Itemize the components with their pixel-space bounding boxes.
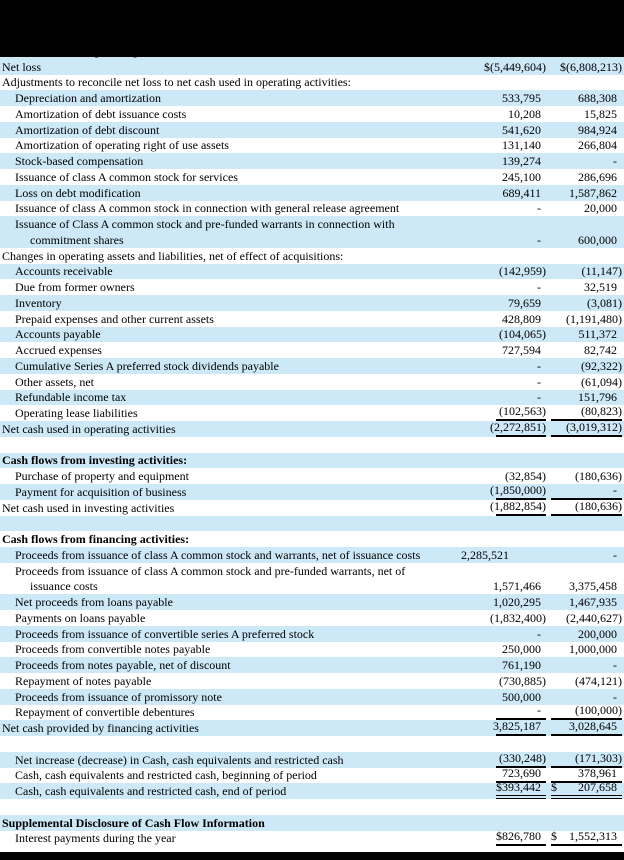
value-col1 <box>490 498 546 516</box>
amount-text: 200,000 <box>578 626 617 641</box>
value-col1 <box>484 59 546 75</box>
amount-text: (100,000) <box>575 703 622 718</box>
amount-text: 428,809 <box>502 311 541 326</box>
value-col1 <box>496 186 546 201</box>
amount-text: (1,850,000) <box>490 482 546 497</box>
amount-text: (1,882,854) <box>490 498 546 513</box>
value-col2 <box>551 595 622 610</box>
table-row <box>0 390 624 406</box>
value-col1 <box>496 91 546 106</box>
row-label: Loss on debt modification <box>15 185 141 200</box>
table-row <box>0 720 624 736</box>
amount-text: - <box>537 390 541 405</box>
amount-text: - <box>537 358 541 373</box>
value-col1 <box>496 154 546 169</box>
value-col1 <box>496 780 546 799</box>
table-row <box>0 216 624 232</box>
amount-text: (61,094) <box>581 374 622 389</box>
row-label: Due from former owners <box>15 280 135 294</box>
row-label: Net increase (decrease) in Cash, cash equivalents and restricted cash <box>15 752 344 767</box>
value-col1 <box>496 312 546 327</box>
dollar-sign: $ <box>496 780 502 794</box>
amount-text: 32,519 <box>584 280 617 294</box>
amount-text: 2,285,521 <box>461 547 509 562</box>
value-col2 <box>551 611 622 626</box>
table-row <box>0 705 624 721</box>
row-label: Interest payments during the year <box>15 831 176 846</box>
row-label: Accounts receivable <box>15 264 113 279</box>
row-label: Proceeds from notes payable, net of discount <box>15 658 231 672</box>
value-col1 <box>493 579 546 594</box>
amount-text: (11,147) <box>581 264 622 279</box>
row-label: Amortization of debt issuance costs <box>15 106 187 121</box>
row-label: Net cash provided by financing activities <box>2 721 199 735</box>
amount-text: 393,442 <box>502 780 541 794</box>
value-col2 <box>551 627 622 642</box>
amount-text: (3,019,312) <box>566 419 622 434</box>
table-row <box>0 579 624 595</box>
amount-text: 511,372 <box>578 327 617 342</box>
amount-text: 131,140 <box>502 138 541 153</box>
value-col2 <box>551 138 622 153</box>
row-label: Net cash used in investing activities <box>2 500 175 515</box>
row-label: Cash, cash equivalents and restricted cash, end of period <box>15 784 287 798</box>
value-col2 <box>551 829 622 846</box>
value-col2 <box>551 375 622 390</box>
table-row <box>0 563 624 579</box>
table-row <box>0 689 624 705</box>
spacer-row <box>0 437 624 453</box>
table-row <box>0 453 624 469</box>
row-label: Changes in operating assets and liabilities, net of effect of acquisitions: <box>2 248 344 263</box>
amount-text: (330,248) <box>499 750 546 765</box>
amount-text: (180,636) <box>575 498 622 513</box>
value-col2 <box>551 579 622 594</box>
amount-text: 286,696 <box>578 169 617 184</box>
row-label: Depreciation and amortization <box>15 91 161 105</box>
table-row <box>0 780 624 799</box>
value-col2 <box>551 404 622 421</box>
value-col1 <box>496 469 546 484</box>
table-row <box>0 831 624 847</box>
amount-text: (142,959) <box>499 264 546 279</box>
value-col1 <box>496 751 546 768</box>
table-row <box>0 279 624 295</box>
value-col2 <box>551 658 622 673</box>
amount-text: (80,823) <box>581 404 622 418</box>
amount-text: - <box>537 232 541 247</box>
section-header-label: Cash flows from financing activities: <box>2 532 190 546</box>
amount-text: 1,000,000 <box>569 642 617 657</box>
value-col2 <box>551 264 622 279</box>
amount-text: - <box>613 482 617 497</box>
amount-text: - <box>613 689 617 704</box>
row-label: Purchase of property and equipment <box>15 469 189 483</box>
row-label: Issuance of class A common stock in connection with general release agreement <box>15 201 400 216</box>
value-col2 <box>551 359 622 374</box>
value-col2 <box>551 201 622 216</box>
value-col1 <box>496 327 546 342</box>
value-col2 <box>551 469 622 484</box>
row-label: Proceeds from issuance of convertible series A preferred stock <box>15 626 315 641</box>
value-col2 <box>551 343 622 358</box>
amount-text: 250,000 <box>502 642 541 657</box>
table-row <box>0 642 624 658</box>
amount-text: (104,065) <box>499 327 546 342</box>
value-col1 <box>496 674 546 689</box>
amount-text: (92,322) <box>581 358 622 373</box>
amount-text: - <box>537 703 541 718</box>
amount-text: - <box>537 280 541 294</box>
table-row <box>0 610 624 626</box>
value-col2 <box>551 690 622 705</box>
table-row <box>0 531 624 547</box>
row-label: Issuance of class A common stock for services <box>15 169 238 184</box>
row-label: Payment for acquisition of business <box>15 484 187 499</box>
value-col2 <box>551 233 622 248</box>
amount-text: (3,081) <box>587 295 622 310</box>
table-row <box>0 626 624 642</box>
table-row <box>0 484 624 500</box>
row-label: Proceeds from issuance of class A common stock and warrants, net of issuance costs <box>15 547 421 562</box>
row-label: Repayment of notes payable <box>15 673 152 688</box>
table-row <box>0 185 624 201</box>
value-col1 <box>490 419 546 437</box>
table-row <box>0 264 624 280</box>
amount-text: - <box>537 626 541 641</box>
row-label: Payments on loans payable <box>15 610 146 625</box>
spacer-row <box>0 516 624 532</box>
amount-text: 761,190 <box>502 658 541 672</box>
table-row <box>0 594 624 610</box>
value-col2 <box>551 123 622 138</box>
dollar-sign: $ <box>496 829 502 844</box>
amount-text: 378,961 <box>578 766 617 781</box>
section-header-label: Cash flows from investing activities: <box>2 453 188 468</box>
value-col2 <box>551 312 622 327</box>
row-label: Operating lease liabilities <box>15 406 138 420</box>
row-label: Amortization of debt discount <box>15 122 160 137</box>
value-col2 <box>551 60 622 75</box>
amount-text: (1,832,400) <box>490 610 546 625</box>
amount-text: 151,796 <box>578 390 617 405</box>
table-row <box>0 752 624 768</box>
table-row <box>0 169 624 185</box>
amount-text: 723,690 <box>502 766 541 781</box>
dollar-sign: $ <box>551 829 557 844</box>
table-row <box>0 106 624 122</box>
value-col1 <box>496 404 546 421</box>
row-label: Refundable income tax <box>15 390 127 405</box>
value-col1 <box>496 642 546 657</box>
value-col1 <box>490 610 546 626</box>
value-col1 <box>496 170 546 185</box>
table-row <box>0 201 624 217</box>
row-label: Cash, cash equivalents and restricted cash, beginning of period <box>15 768 317 783</box>
value-col2 <box>551 107 622 122</box>
row-label: Proceeds from convertible notes payable <box>15 642 211 657</box>
amount-text: 500,000 <box>502 689 541 704</box>
value-col1 <box>496 123 546 138</box>
row-label: issuance costs <box>30 579 98 594</box>
amount-text: (2,440,627) <box>566 610 622 625</box>
value-col2 <box>551 170 622 185</box>
value-col1 <box>496 138 546 153</box>
table-row <box>0 342 624 358</box>
amount-text: 600,000 <box>578 232 617 247</box>
amount-text: (102,563) <box>499 404 546 418</box>
amount-text: 82,742 <box>584 343 617 357</box>
row-label: Accrued expenses <box>15 343 102 357</box>
row-label: Net loss <box>2 59 41 74</box>
row-label: commitment shares <box>30 232 124 247</box>
amount-text: 3,825,187 <box>493 719 541 733</box>
table-row <box>0 374 624 390</box>
amount-text: 10,208 <box>508 106 541 121</box>
value-col2 <box>551 154 622 169</box>
amount-text: 688,308 <box>578 91 617 105</box>
value-col2 <box>551 780 622 799</box>
value-col2 <box>551 703 622 720</box>
amount-text: - <box>613 154 617 168</box>
amount-text: 79,659 <box>508 295 541 310</box>
value-col2 <box>551 91 622 106</box>
amount-text: 207,658 <box>578 780 617 794</box>
table-row <box>0 468 624 484</box>
amount-text: 3,375,458 <box>569 579 617 594</box>
amount-text: $(5,449,604) <box>484 59 546 74</box>
row-label: Inventory <box>15 295 62 310</box>
table-row <box>0 673 624 689</box>
amount-text: - <box>613 658 617 672</box>
table-row <box>0 75 624 91</box>
amount-text: - <box>537 374 541 389</box>
row-label: Other assets, net <box>15 374 94 389</box>
amount-text: (180,636) <box>575 469 622 483</box>
value-col2 <box>551 186 622 201</box>
value-col2 <box>551 719 622 736</box>
value-col1 <box>496 201 546 216</box>
amount-text: 533,795 <box>502 91 541 105</box>
row-label: Repayment of convertible debentures <box>15 705 195 720</box>
amount-text: (32,854) <box>505 469 546 483</box>
value-col1 <box>496 280 546 295</box>
table-row <box>0 295 624 311</box>
amount-text: (1,191,480) <box>566 311 622 326</box>
amount-text: (171,303) <box>575 750 622 765</box>
spacer-row <box>0 736 624 752</box>
value-col1 <box>496 233 546 248</box>
table-row <box>0 421 624 437</box>
value-col2 <box>551 674 622 689</box>
amount-text: 1,020,295 <box>493 595 541 609</box>
value-col2 <box>551 390 622 405</box>
row-label: Proceeds from issuance of class A common stock and pre-funded warrants, net of <box>15 563 406 578</box>
value-col1 <box>493 719 546 736</box>
amount-text: 1,467,935 <box>569 595 617 609</box>
table-row <box>0 815 624 831</box>
value-col1 <box>496 296 546 311</box>
amount-text: 689,411 <box>502 185 541 200</box>
table-row <box>0 311 624 327</box>
redaction-bar-top <box>0 0 624 57</box>
amount-text: (2,272,851) <box>490 419 546 434</box>
amount-text: 3,028,645 <box>569 719 617 733</box>
row-label: Accounts payable <box>15 327 101 342</box>
amount-text: 541,620 <box>502 122 541 137</box>
table-row <box>0 327 624 343</box>
row-label: Stock-based compensation <box>15 154 144 168</box>
value-col2 <box>551 327 622 342</box>
amount-text: - <box>537 201 541 216</box>
value-col1 <box>490 482 546 500</box>
table-row <box>0 547 624 563</box>
row-label: Issuance of Class A common stock and pre-funded warrants in connection with <box>15 217 395 231</box>
amount-text: 266,804 <box>578 138 617 153</box>
value-col1 <box>496 375 546 390</box>
amount-text: 245,100 <box>502 169 541 184</box>
spacer-row <box>0 799 624 815</box>
table-row <box>0 657 624 673</box>
value-col2 <box>551 548 622 563</box>
table-row <box>0 153 624 169</box>
table-row <box>0 500 624 516</box>
value-col2 <box>551 751 622 768</box>
row-label: Cumulative Series A preferred stock dividends payable <box>15 358 279 373</box>
row-label: Proceeds from issuance of promissory note <box>15 689 222 704</box>
amount-text: 20,000 <box>584 201 617 216</box>
table-row <box>0 405 624 421</box>
table-row <box>0 90 624 106</box>
value-col1 <box>496 390 546 405</box>
value-col2 <box>551 499 622 516</box>
amount-text: $(6,808,213) <box>560 59 622 74</box>
table-row <box>0 59 624 75</box>
statement-table <box>0 43 624 846</box>
table-row <box>0 248 624 264</box>
value-col1 <box>496 264 546 279</box>
value-col2 <box>551 483 622 500</box>
value-col1 <box>496 690 546 705</box>
amount-text: (474,121) <box>575 673 622 688</box>
section-header-label: Supplemental Disclosure of Cash Flow Information <box>2 815 265 830</box>
amount-text: 984,924 <box>578 122 617 137</box>
value-col1 <box>496 343 546 358</box>
value-col1 <box>461 547 514 563</box>
amount-text: - <box>613 547 617 562</box>
table-row <box>0 358 624 374</box>
amount-text: 1,571,466 <box>493 579 541 594</box>
redaction-bar-bottom <box>0 852 624 860</box>
value-col2 <box>551 642 622 657</box>
value-col1 <box>496 359 546 374</box>
table-row <box>0 138 624 154</box>
value-col1 <box>496 627 546 642</box>
amount-text: 826,780 <box>502 829 541 844</box>
row-label: Prepaid expenses and other current assets <box>15 311 214 326</box>
dollar-sign: $ <box>551 780 557 794</box>
amount-text: 1,587,862 <box>569 185 617 200</box>
amount-text: 15,825 <box>584 106 617 121</box>
row-label: Net cash used in operating activities <box>2 421 176 436</box>
table-row <box>0 122 624 138</box>
value-col2 <box>551 280 622 295</box>
value-col1 <box>496 703 546 720</box>
row-label: Adjustments to reconcile net loss to net cash used in operating activities: <box>2 75 351 90</box>
value-col1 <box>493 595 546 610</box>
value-col1 <box>496 829 546 846</box>
amount-text: 139,274 <box>502 154 541 168</box>
amount-text: 1,552,313 <box>569 829 617 844</box>
table-row <box>0 232 624 248</box>
row-label: Amortization of operating right of use assets <box>15 138 229 153</box>
value-col1 <box>496 658 546 673</box>
value-col1 <box>496 107 546 122</box>
value-col2 <box>551 420 622 437</box>
row-label: Net proceeds from loans payable <box>15 595 173 609</box>
value-col2 <box>551 296 622 311</box>
amount-text: (730,885) <box>499 673 546 688</box>
amount-text: 727,594 <box>502 343 541 357</box>
